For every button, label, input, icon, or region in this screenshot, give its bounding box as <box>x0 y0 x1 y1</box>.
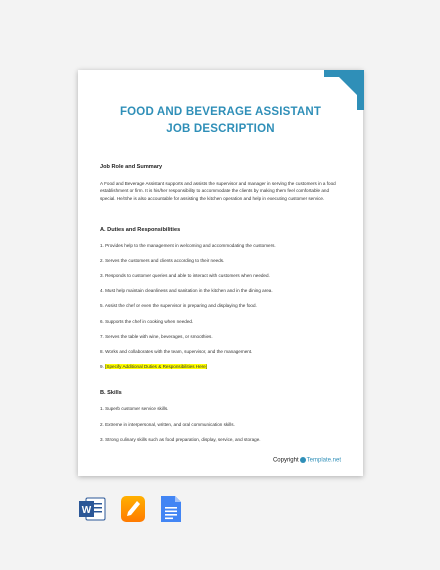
skill-item: 2. Extreme in interpersonal, written, and oral communication skills. <box>100 422 235 427</box>
duty-item: 4. Must help maintain cleanliness and sanitation in the kitchen and in the dining area. <box>100 288 273 293</box>
duty-item: 5. Assist the chef or even the supervisor in preparing and displaying the food. <box>100 303 257 308</box>
copyright-label: Copyright <box>272 457 299 464</box>
duty-placeholder-highlight: [Specify Additional Duties & Responsibilities Here] <box>105 364 208 369</box>
duty-item: 8. Works and collaborates with the team, supervisor, and the management. <box>100 349 253 354</box>
duty-item: 7. Serves the table with wine, beverages, or smoothies. <box>100 334 213 339</box>
template-logo-icon <box>300 457 306 463</box>
skill-item: 1. Superb customer service skills. <box>100 406 169 411</box>
duties-heading: A. Duties and Responsibilities <box>100 227 181 233</box>
role-heading: Job Role and Summary <box>100 164 163 170</box>
duty-item-placeholder <box>100 364 344 369</box>
google-docs-icon[interactable] <box>160 495 182 523</box>
svg-text:W: W <box>81 505 92 516</box>
duty-item: 2. Serves the customers and clients according to their needs. <box>100 258 225 263</box>
duty-item: 6. Supports the chef in cooking when needed. <box>100 319 194 324</box>
duty-number: 9. <box>100 364 104 369</box>
corner-fold <box>332 70 364 102</box>
document-page <box>78 70 363 476</box>
copyright-footer <box>273 457 341 464</box>
document-title-line2: JOB DESCRIPTION <box>166 123 275 135</box>
copyright-brand[interactable]: Template.net <box>306 457 341 464</box>
pages-icon[interactable] <box>120 495 146 523</box>
skill-item: 3. Strong culinary skills such as food preparation, display, service, and storage. <box>100 437 261 442</box>
duty-item: 1. Provides help to the management in welcoming and accommodating the customers. <box>100 243 276 248</box>
skills-heading: B. Skills <box>100 390 122 396</box>
document-title-line1: FOOD AND BEVERAGE ASSISTANT <box>119 106 322 118</box>
duty-item: 3. Responds to customer queries and able to interact with customers when needed. <box>100 273 270 278</box>
word-icon[interactable] <box>78 495 106 523</box>
summary-paragraph: A Food and Beverage Assistant supports and assists the supervisor and manager in serving the customers in a food establishment or firm. It is his/her responsibility to accommodate the clients by making them feel comfortable and special. He/She is also accountable for assisting the kitchen operation and help in executing customer service. <box>100 181 336 201</box>
